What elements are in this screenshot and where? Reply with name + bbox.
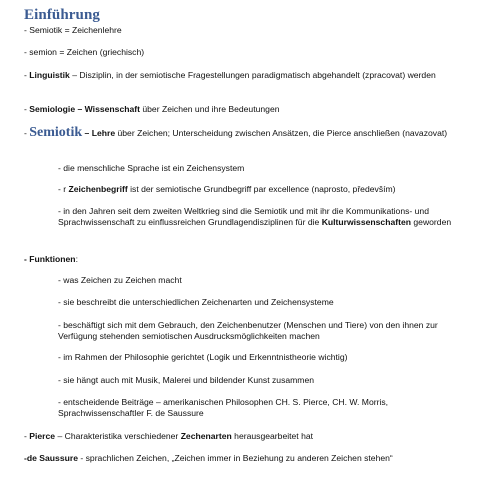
line-pierce — [24, 431, 476, 442]
line-prefix: - — [24, 431, 30, 441]
line-funktion-2 — [58, 297, 472, 308]
line-text: über Zeichen und ihre Bedeutungen — [139, 104, 280, 114]
line-prefix: - — [24, 70, 30, 80]
line-text: - die menschliche Sprache ist ein Zeichensystem — [58, 163, 245, 173]
line-weltkrieg — [58, 206, 472, 228]
line-text: – Charakteristika verschiedener — [55, 431, 181, 441]
term-linguistik: Linguistik — [29, 70, 70, 80]
line-text: - sie beschreibt die unterschiedlichen Zeichenarten und Zeichensysteme — [58, 297, 334, 307]
line-text-end: geworden — [411, 217, 452, 227]
line-text: - sprachlichen Zeichen, „Zeichen immer in Beziehung zu anderen Zeichen stehen“ — [77, 453, 393, 463]
term-zechenarten: Zechenarten — [180, 431, 232, 441]
colon: : — [75, 254, 78, 264]
term-pierce: Pierce — [29, 431, 56, 441]
line-semiotik-lehre — [24, 127, 476, 139]
line-text: - beschäftigt sich mit dem Gebrauch, den Zeichenbenutzer (Menschen und Tiere) von den ihnen zur Verfügung stehenden semiotischen Ausdrucksmöglichkeiten machen — [58, 320, 438, 341]
heading-einfuehrung: Einführung — [24, 7, 101, 23]
line-prefix: - r — [58, 184, 69, 194]
line-funktionen — [24, 254, 476, 265]
line-prefix: - — [24, 128, 30, 138]
line-text: - semion = Zeichen (griechisch) — [24, 47, 145, 57]
term-semiotik: Semiotik — [29, 125, 83, 140]
term-funktionen: - Funktionen — [24, 254, 76, 264]
line-text: - Semiotik = Zeichenlehre — [24, 25, 122, 35]
line-semiotik-definition — [24, 25, 476, 36]
line-text: - sie hängt auch mit Musik, Malerei und bildender Kunst zusammen — [58, 375, 315, 385]
term-kulturwissenschaften: Kulturwissenschaften — [321, 217, 411, 227]
line-text-end: herausgearbeitet hat — [231, 431, 314, 441]
line-funktion-3 — [58, 320, 472, 342]
line-text: – Disziplin, in der semiotische Fragestellungen paradigmatisch abgehandelt (zpracovat) werden — [69, 70, 436, 80]
line-prefix: - — [24, 104, 30, 114]
line-linguistik — [24, 70, 476, 81]
line-text: - entscheidende Beiträge – amerikanischen Philosophen CH. S. Pierce, CH. W. Morris, Sprachwissenschaftler F. de Saussure — [58, 397, 389, 418]
line-funktion-5 — [58, 375, 472, 386]
line-funktion-6 — [58, 397, 472, 419]
term-semiologie: Semiologie – Wissenschaft — [29, 104, 140, 114]
line-semiologie — [24, 104, 476, 115]
line-funktion-4 — [58, 352, 472, 363]
line-zeichenbegriff — [58, 184, 472, 195]
line-text: - im Rahmen der Philosophie gerichtet (Logik und Erkenntnistheorie wichtig) — [58, 352, 348, 362]
line-text: - was Zeichen zu Zeichen macht — [58, 275, 182, 285]
term-lehre-text: – Lehre — [84, 128, 116, 138]
line-funktion-1 — [58, 275, 472, 286]
line-text: - in den Jahren seit dem zweiten Weltkrieg sind die Semiotik und mit ihr die Kommunikations- und Sprachwissenschaft zu einflussreichen Grundlagendisziplinen für die — [58, 206, 429, 227]
line-saussure — [24, 453, 476, 464]
line-text: über Zeichen; Unterscheidung zwischen Ansätzen, die Pierce anschließen (navazovat) — [115, 128, 448, 138]
line-semion — [24, 47, 476, 58]
term-de-saussure: -de Saussure — [24, 453, 78, 463]
line-sprache-zeichensystem — [58, 163, 472, 174]
term-zeichenbegriff: Zeichenbegriff — [68, 184, 128, 194]
line-text: ist der semiotische Grundbegriff par excellence (naprosto, především) — [127, 184, 396, 194]
